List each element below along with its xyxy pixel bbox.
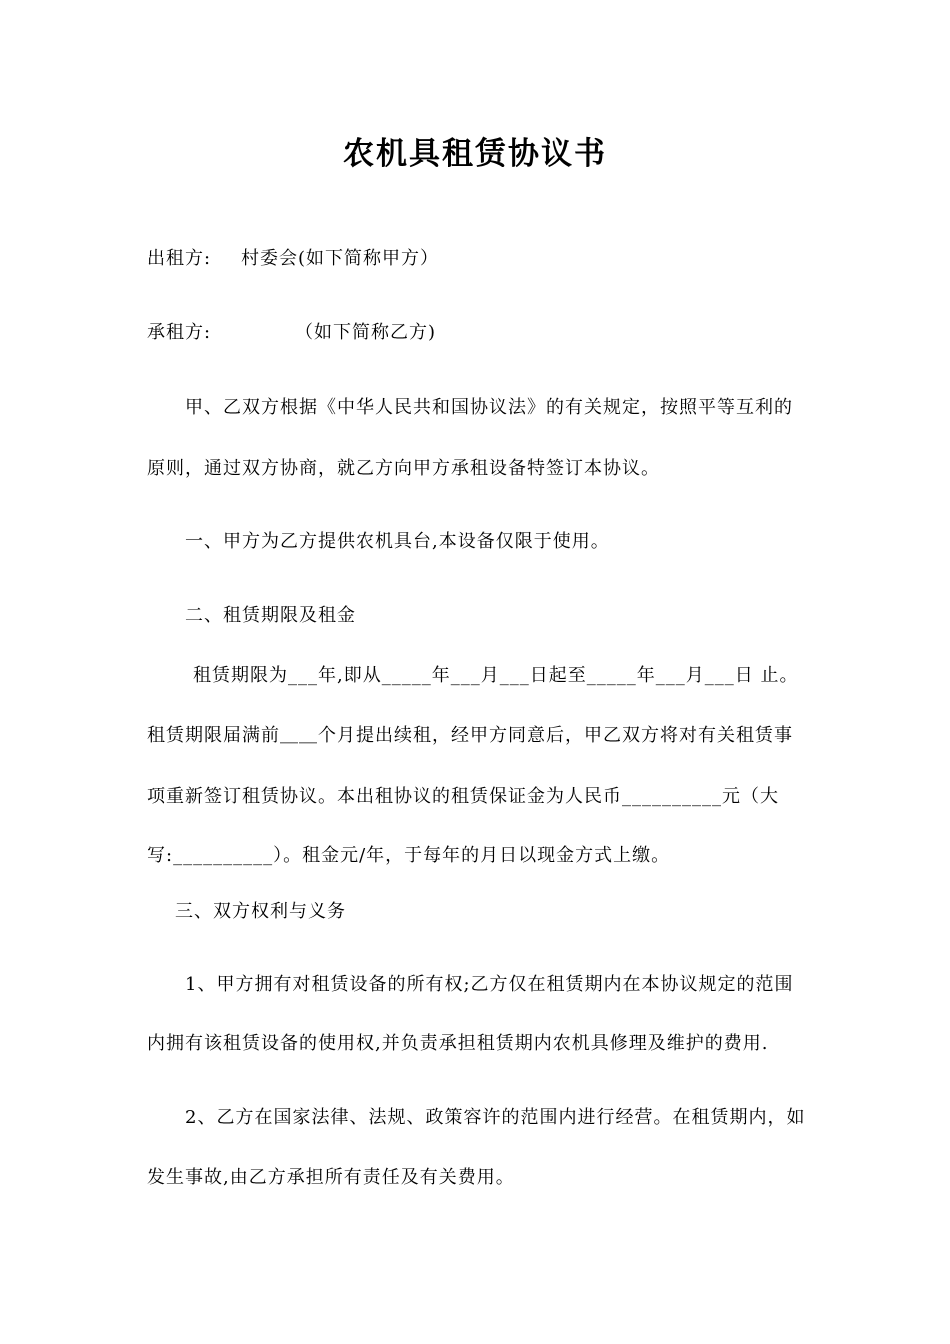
clause-3-item-1-line-1: 1、甲方拥有对租赁设备的所有权;乙方仅在租赁期内在本协议规定的范围 xyxy=(185,974,794,995)
clause-3-heading: 三、双方权利与义务 xyxy=(175,901,346,922)
lessor-value: 村委会(如下简称甲方） xyxy=(241,248,440,269)
clause-2-line-4: 写:__________）。租金元/年，于每年的月日以现金方式上缴。 xyxy=(147,845,671,866)
clause-3-item-2-line-2: 发生事故,由乙方承担所有责任及有关费用。 xyxy=(147,1167,515,1188)
lessee-label: 承租方: xyxy=(147,322,212,343)
lessee-value: （如下简称乙方) xyxy=(295,322,437,343)
preamble-line-1: 甲、乙双方根据《中华人民共和国协议法》的有关规定，按照平等互利的 xyxy=(185,397,793,418)
clause-1: 一、甲方为乙方提供农机具台,本设备仅限于使用。 xyxy=(185,531,610,552)
clause-2-heading: 二、租赁期限及租金 xyxy=(185,605,356,626)
lessor-label: 出租方: xyxy=(147,248,212,269)
preamble-line-2: 原则，通过双方协商，就乙方向甲方承租设备特签订本协议。 xyxy=(147,458,660,479)
clause-2-line-2: 租赁期限届满前＿＿个月提出续租，经甲方同意后，甲乙双方将对有关租赁事 xyxy=(147,725,793,746)
clause-2-line-3: 项重新签订租赁协议。本出租协议的租赁保证金为人民币__________元（大 xyxy=(147,786,779,807)
clause-2-line-1: 租赁期限为___年,即从_____年___月___日起至_____年___月___日 止。 xyxy=(193,665,799,686)
clause-3-item-1-line-2: 内拥有该租赁设备的使用权,并负责承担租赁期内农机具修理及维护的费用. xyxy=(147,1033,769,1054)
document-title: 农机具租赁协议书 xyxy=(343,136,607,172)
clause-3-item-2-line-1: 2、乙方在国家法律、法规、政策容许的范围内进行经营。在租赁期内，如 xyxy=(185,1107,806,1128)
